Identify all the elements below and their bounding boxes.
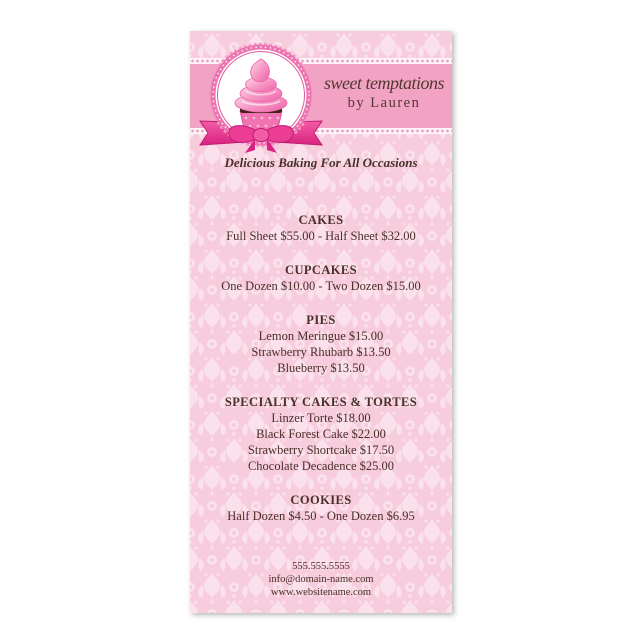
menu [190, 212, 452, 542]
menu-section-title: PIES [306, 313, 336, 327]
menu-item: Linzer Torte $18.00 [271, 411, 371, 425]
menu-section-title: CUPCAKES [285, 263, 357, 277]
menu-item: One Dozen $10.00 - Two Dozen $15.00 [221, 279, 421, 293]
phone-number: 555.555.5555 [292, 561, 350, 572]
menu-item: Black Forest Cake $22.00 [256, 427, 386, 441]
menu-section-cookies [190, 492, 452, 524]
rack-card [190, 31, 452, 613]
menu-section-pies [190, 312, 452, 376]
brand-name: sweet temptations [324, 73, 444, 93]
brand-byline: by Lauren [347, 95, 421, 111]
menu-section-title: COOKIES [290, 493, 352, 507]
website-url: www.websitename.com [270, 587, 372, 598]
email-address: info@domain-name.com [268, 574, 374, 585]
menu-section-title: CAKES [298, 213, 344, 227]
menu-item: Strawberry Shortcake $17.50 [247, 443, 395, 457]
menu-item: Chocolate Decadence $25.00 [247, 459, 395, 473]
menu-item: Half Dozen $4.50 - One Dozen $6.95 [227, 509, 415, 523]
contact-block [190, 560, 452, 599]
menu-item: Blueberry $13.50 [277, 361, 365, 375]
tagline: Delicious Baking For All Occasions [224, 155, 418, 170]
menu-section-cupcakes [190, 262, 452, 294]
menu-item: Lemon Meringue $15.00 [258, 329, 384, 343]
cupcake-logo-icon [196, 41, 330, 155]
brand-block [318, 71, 450, 112]
menu-item: Strawberry Rhubarb $13.50 [251, 345, 391, 359]
menu-item: Full Sheet $55.00 - Half Sheet $32.00 [226, 229, 416, 243]
menu-section-cakes [190, 212, 452, 244]
menu-section-specialty [190, 394, 452, 474]
menu-section-title: SPECIALTY CAKES & TORTES [224, 395, 418, 409]
